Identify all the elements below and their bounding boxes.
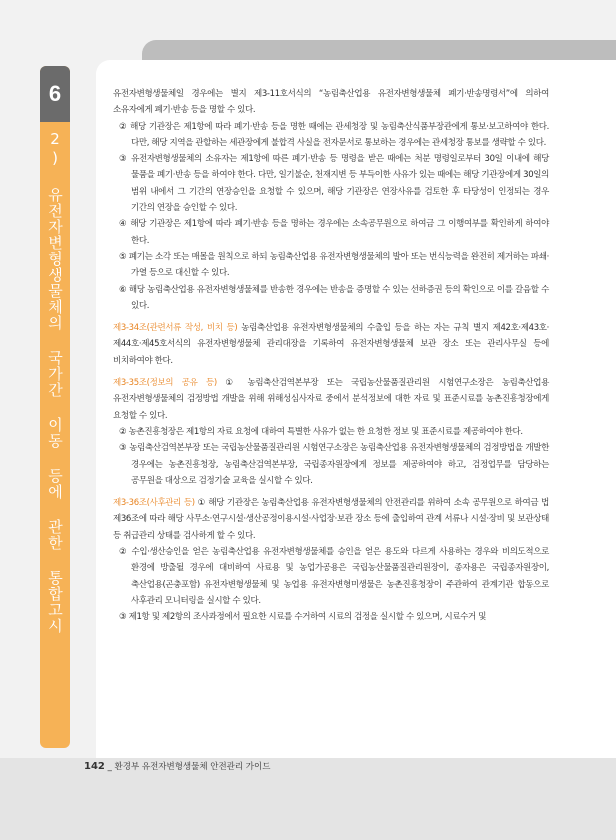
document-body xyxy=(113,86,549,626)
list-item: ② 해당 기관장은 제1항에 따라 폐기·반송 등을 명한 때에는 관세청장 및 농림축산식품부장관에게 통보·보고하여야 한다. 다만, 해당 지역을 관할하는 세관장에게 불합격 사실을 전자문서로 통보하는 경우에는 관세청장 통보를 생략할 수 있다. xyxy=(119,121,549,148)
article-3-36 xyxy=(113,495,549,544)
list-item: ② 수입·생산승인을 얻은 농림축산업용 유전자변형생물체를 승인을 얻은 용도와 다르게 사용하는 경우와 비의도적으로 환경에 방출될 경우에 대비하여 사료용 및 농업가공용은 국립농산물품질관리원장이, 종자용은 국립종자원장이, 축산업용(곤충포함) 유전자변형생물체 및 농업용 유전자변형미생물은 농촌진흥청장이 주관하여 관계기관 합동으로 사후관리 모니터링을 실시할 수 있다. xyxy=(119,547,549,606)
article-heading: 제3-36조(사후관리 등) xyxy=(113,498,195,509)
article-body: ① 해당 기관장은 농림축산업용 유전자변형생물체의 안전관리를 위하여 소속 공무원으로 하여금 법 제36조에 따라 해당 사무소·연구시설·생산공정이용시설·사업장·보관 장소 등에 출입하여 관계 서류나 시설·장비 및 보관상태 등 취급관리 상태를 검사하게 할 수 있다. xyxy=(113,498,549,541)
list-item: ⑤ 폐기는 소각 또는 매몰을 원칙으로 하되 농림축산업용 유전자변형생물체의 발아 또는 번식능력을 완전히 제거하는 파쇄·가열 등으로 대신할 수 있다. xyxy=(119,251,549,279)
list-item: ③ 제1항 및 제2항의 조사과정에서 필요한 시료를 수거하여 시료의 검정을 실시할 수 있으며, 시료수거 및 xyxy=(119,612,487,623)
footer-title: _ 환경부 유전자변형생물체 안전관리 가이드 xyxy=(107,762,271,772)
article-body: 농림축산업용 유전자변형생물체의 수출입 등을 하는 자는 규칙 별지 제42호·제43호·제44호·제45호서식의 유전자변형생물체 관리대장을 기록하여 유전자변형생물체 보관 장소 또는 관리사무실 등에 비치하여야 한다. xyxy=(113,323,549,366)
article-heading: 제3-34조(관련서류 작성, 비치 등) xyxy=(113,323,238,334)
intro-paragraph: 유전자변형생물체일 경우에는 별지 제3-11호서식의 “농림축산업용 유전자변형생물체 폐기·반송명령서”에 의하여 소유자에게 폐기·반송 등을 명할 수 있다. xyxy=(113,89,549,116)
article-heading: 제3-35조(정보의 공유 등) xyxy=(113,378,217,389)
chapter-number: 6 xyxy=(40,66,70,122)
list-item: ③ 유전자변형생물체의 소유자는 제1항에 따른 폐기·반송 등 명령을 받은 때에는 처분 명령일로부터 30일 이내에 해당 물품을 폐기·반송 등을 하여야 한다. 다만, 일기불순, 천재지변 등 부득이한 사유가 있는 때에는 해당 기관장에게 30일의 범위 내에서 그 기간의 연장승인을 요청할 수 있으며, 해당 기관장은 연장사유를 검토한 후 타당성이 인정되는 경우 기간의 연장을 승인할 수 있다. xyxy=(119,154,549,214)
page-footer xyxy=(84,760,270,772)
article-3-35 xyxy=(113,375,549,424)
section-title-vertical: 2) 유전자변형생물체의 국가간 이동 등에 관한 통합고시 xyxy=(46,130,64,634)
list-item: ④ 해당 기관장은 제1항에 따라 폐기·반송 등을 명하는 경우에는 소속공무원으로 하여금 그 이행여부를 확인하게 하여야 한다. xyxy=(119,219,549,246)
list-item: ⑥ 해당 농림축산업용 유전자변형생물체를 반송한 경우에는 반송을 증명할 수 있는 선하증권 등의 확인으로 이를 갈음할 수 있다. xyxy=(119,284,549,311)
article-3-34 xyxy=(113,320,549,369)
article-body: ① 농림축산검역본부장 또는 국립농산물품질관리원 시험연구소장은 농림축산업용 유전자변형생물체의 검정방법 개발을 위해 위해성심사자료 중에서 분석정보에 대한 자료 및 표준시료를 농촌진흥청장에게 요청할 수 있다. xyxy=(113,378,549,421)
list-item: ② 농촌진흥청장은 제1항의 자료 요청에 대하여 특별한 사유가 없는 한 요청한 정보 및 표준시료를 제공하여야 한다. xyxy=(119,426,523,437)
list-item: ③ 농림축산검역본부장 또는 국립농산물품질관리원 시험연구소장은 농림축산업용 유전자변형생물체의 검정방법을 개발한 경우에는 농촌진흥청장, 농림축산검역본부장, 국립종자원장에게 정보를 제공하여야 하고, 검정업무를 담당하는 공무원을 대상으로 검정기술 교육을 실시할 수 있다. xyxy=(119,443,549,486)
page-number: 142 xyxy=(84,761,105,772)
